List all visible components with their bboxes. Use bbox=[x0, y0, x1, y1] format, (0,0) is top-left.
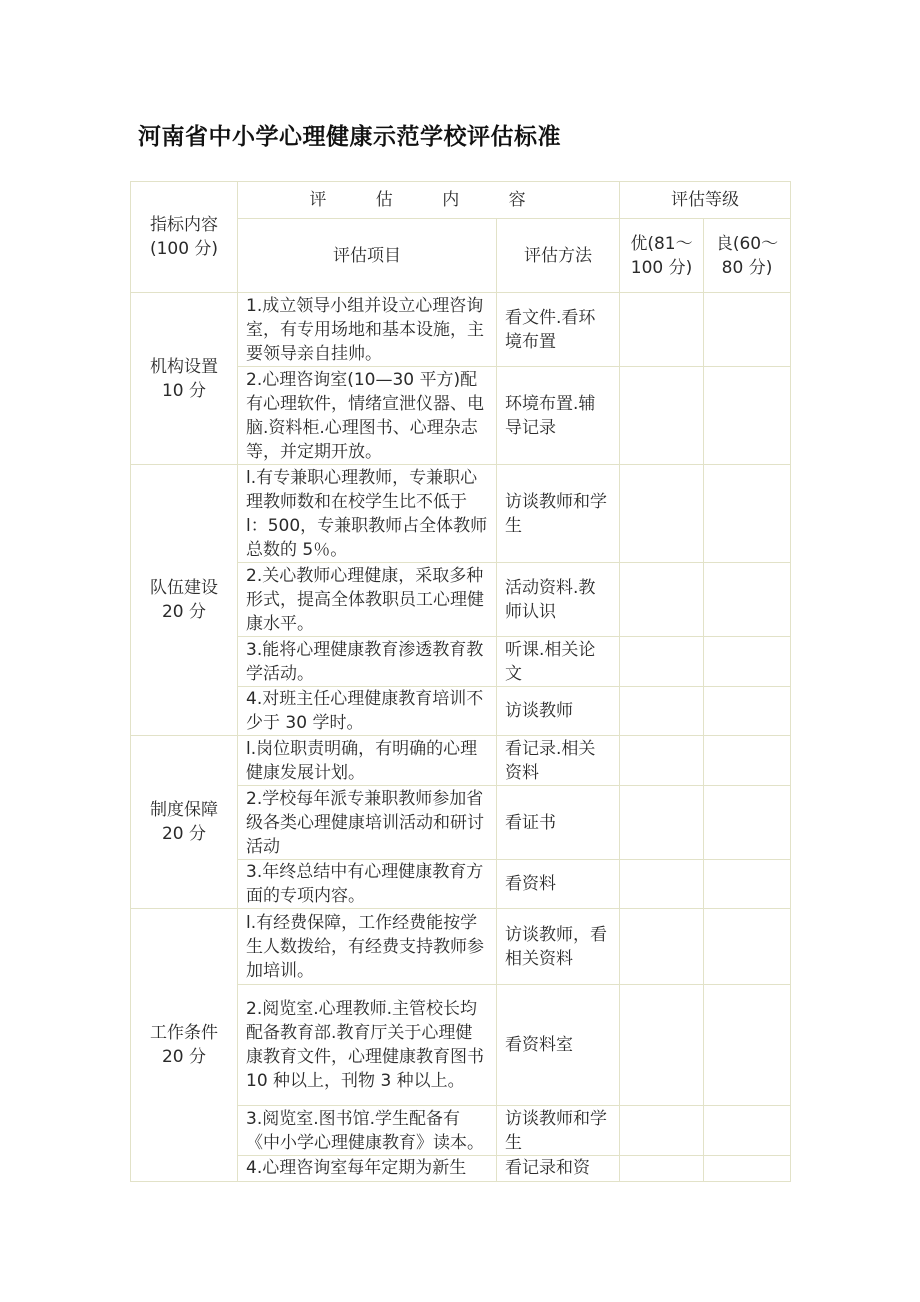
excellent-grade-cell[interactable] bbox=[620, 563, 704, 637]
evaluation-table bbox=[130, 181, 791, 1182]
good-grade-cell[interactable] bbox=[704, 367, 791, 465]
good-grade-cell[interactable] bbox=[704, 687, 791, 736]
method-cell: 看资料室 bbox=[497, 985, 620, 1106]
item-cell: 3.年终总结中有心理健康教育方面的专项内容。 bbox=[238, 860, 497, 909]
item-header: 评估项目 bbox=[238, 219, 497, 293]
method-cell: 看证书 bbox=[497, 786, 620, 860]
excellent-grade-cell[interactable] bbox=[620, 637, 704, 687]
good-grade-cell[interactable] bbox=[704, 1156, 791, 1182]
method-cell: 听课.相关论文 bbox=[497, 637, 620, 687]
table-row bbox=[131, 909, 791, 985]
table-row bbox=[131, 465, 791, 563]
item-cell: 3.能将心理健康教育渗透教育教学活动。 bbox=[238, 637, 497, 687]
good-grade-cell[interactable] bbox=[704, 563, 791, 637]
indicator-cell: 机构设置 10 分 bbox=[131, 293, 238, 465]
item-cell: 3.阅览室.图书馆.学生配备有《中小学心理健康教育》读本。 bbox=[238, 1106, 497, 1156]
excellent-grade-cell[interactable] bbox=[620, 293, 704, 367]
content-header: 评 估 内 容 bbox=[238, 182, 620, 219]
indicator-cell: 制度保障 20 分 bbox=[131, 736, 238, 909]
good-grade-cell[interactable] bbox=[704, 909, 791, 985]
method-cell: 访谈教师 bbox=[497, 687, 620, 736]
indicator-header: 指标内容(100 分) bbox=[131, 182, 238, 293]
excellent-grade-cell[interactable] bbox=[620, 736, 704, 786]
method-cell: 看记录和资 bbox=[497, 1156, 620, 1182]
good-grade-cell[interactable] bbox=[704, 786, 791, 860]
item-cell: l.有经费保障，工作经费能按学生人数拨给，有经费支持教师参加培训。 bbox=[238, 909, 497, 985]
excellent-grade-cell[interactable] bbox=[620, 687, 704, 736]
method-cell: 环境布置.辅导记录 bbox=[497, 367, 620, 465]
item-cell: l.有专兼职心理教师，专兼职心理教师数和在校学生比不低于 l：500，专兼职教师占全体教师总数的 5％。 bbox=[238, 465, 497, 563]
good-grade-cell[interactable] bbox=[704, 293, 791, 367]
excellent-grade-cell[interactable] bbox=[620, 786, 704, 860]
item-cell: 4.对班主任心理健康教育培训不少于 30 学时。 bbox=[238, 687, 497, 736]
table-row bbox=[131, 736, 791, 786]
good-grade-cell[interactable] bbox=[704, 736, 791, 786]
item-cell: l.岗位职责明确，有明确的心理健康发展计划。 bbox=[238, 736, 497, 786]
good-grade-cell[interactable] bbox=[704, 465, 791, 563]
good-header: 良(60～80 分) bbox=[704, 219, 791, 293]
excellent-grade-cell[interactable] bbox=[620, 465, 704, 563]
item-cell: 2.学校每年派专兼职教师参加省级各类心理健康培训活动和研讨活动 bbox=[238, 786, 497, 860]
method-cell: 看资料 bbox=[497, 860, 620, 909]
indicator-cell: 队伍建设 20 分 bbox=[131, 465, 238, 736]
method-cell: 活动资料.教师认识 bbox=[497, 563, 620, 637]
header-row bbox=[131, 182, 791, 219]
good-grade-cell[interactable] bbox=[704, 637, 791, 687]
item-cell: 1.成立领导小组并设立心理咨询室，有专用场地和基本设施，主要领导亲自挂帅。 bbox=[238, 293, 497, 367]
good-grade-cell[interactable] bbox=[704, 1106, 791, 1156]
item-cell: 4.心理咨询室每年定期为新生 bbox=[238, 1156, 497, 1182]
method-cell: 访谈教师和学生 bbox=[497, 1106, 620, 1156]
indicator-cell: 工作条件 20 分 bbox=[131, 909, 238, 1182]
method-header: 评估方法 bbox=[497, 219, 620, 293]
good-grade-cell[interactable] bbox=[704, 860, 791, 909]
method-cell: 访谈教师和学生 bbox=[497, 465, 620, 563]
item-cell: 2.阅览室.心理教师.主管校长均配备教育部.教育厅关于心理健康教育文件，心理健康教育图书 10 种以上，刊物 3 种以上。 bbox=[238, 985, 497, 1106]
page-title: 河南省中小学心理健康示范学校评估标准 bbox=[138, 123, 561, 150]
method-cell: 访谈教师，看相关资料 bbox=[497, 909, 620, 985]
excellent-grade-cell[interactable] bbox=[620, 985, 704, 1106]
method-cell: 看记录.相关资料 bbox=[497, 736, 620, 786]
grade-header: 评估等级 bbox=[620, 182, 791, 219]
method-cell: 看文件.看环境布置 bbox=[497, 293, 620, 367]
excellent-grade-cell[interactable] bbox=[620, 909, 704, 985]
excellent-grade-cell[interactable] bbox=[620, 1106, 704, 1156]
excellent-grade-cell[interactable] bbox=[620, 860, 704, 909]
excellent-header: 优(81～100 分) bbox=[620, 219, 704, 293]
item-cell: 2.心理咨询室(10—30 平方)配有心理软件，情绪宣泄仪器、电脑.资料柜.心理图书、心理杂志等，并定期开放。 bbox=[238, 367, 497, 465]
item-cell: 2.关心教师心理健康，采取多种形式，提高全体教职员工心理健康水平。 bbox=[238, 563, 497, 637]
good-grade-cell[interactable] bbox=[704, 985, 791, 1106]
excellent-grade-cell[interactable] bbox=[620, 1156, 704, 1182]
table-row bbox=[131, 293, 791, 367]
excellent-grade-cell[interactable] bbox=[620, 367, 704, 465]
